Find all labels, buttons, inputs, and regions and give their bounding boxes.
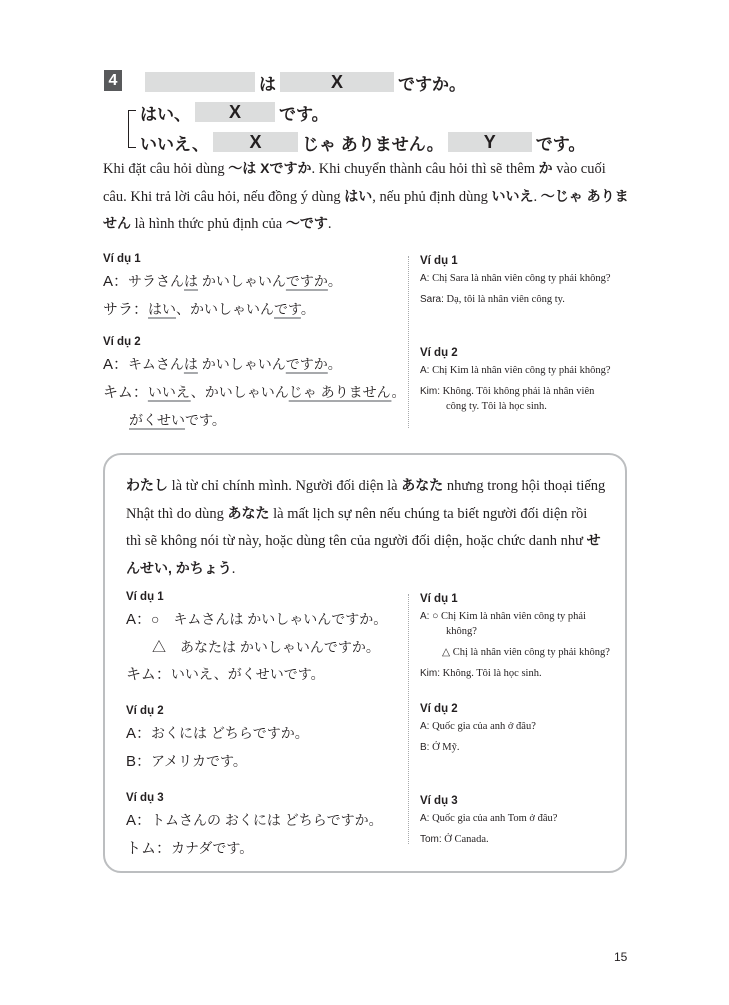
bold-term: ～じゃ ありません — [103, 187, 629, 231]
dialogue-text: カナダです。 — [171, 840, 254, 856]
speaker-label: B: — [420, 742, 430, 753]
dialogue-text: アメリカです。 — [151, 753, 247, 769]
bold-term: せんせい, かちょう — [126, 532, 601, 576]
translation-text: Quốc gia của anh Tom ở đâu? — [429, 813, 558, 824]
box-examples-vietnamese — [420, 593, 630, 857]
example-block — [126, 705, 406, 774]
translation-line — [420, 811, 630, 826]
dialogue-text: かいしゃいん — [198, 273, 286, 289]
speaker-label: Kim: — [420, 386, 440, 397]
example-block — [420, 795, 630, 847]
translation-text: Không. Tôi không phải là nhân viên — [440, 386, 595, 397]
dialogue-line — [126, 808, 406, 833]
dialogue-line — [103, 380, 406, 405]
translation-line — [420, 666, 630, 681]
speaker-label: Kim: — [420, 668, 440, 679]
example-title: Ví dụ 1 — [420, 255, 458, 267]
dialogue-text: は — [184, 273, 199, 289]
text-run: Khi đặt câu hỏi dùng — [103, 161, 229, 177]
speaker-label: A： — [126, 725, 152, 742]
translation-line — [420, 719, 630, 734]
example-title: Ví dụ 3 — [420, 795, 458, 807]
dialogue-line — [126, 662, 406, 687]
text-run: . — [231, 560, 236, 577]
blank-box-x: X — [195, 102, 275, 122]
pattern-yes-line — [140, 101, 329, 123]
text-run: , nếu phủ định dùng — [372, 188, 492, 205]
examples-vietnamese — [420, 255, 630, 424]
bold-term: わたし — [126, 477, 168, 493]
translation-line — [420, 271, 630, 286]
text-run: là hình thức phủ định của — [131, 216, 286, 232]
translation-line — [420, 384, 630, 414]
speaker-label: A: — [420, 365, 430, 376]
translation-text: Chị Kim là nhân viên công ty phải không? — [429, 365, 611, 376]
translation-text: Không. Tôi là học sinh. — [440, 668, 542, 679]
speaker-label: A: — [420, 611, 430, 622]
dialogue-line — [103, 408, 403, 432]
example-block — [420, 593, 630, 681]
translation-text: Dạ, tôi là nhân viên công ty. — [443, 294, 565, 305]
text-run: vào cuối câu. Khi trả lời câu hỏi, nếu đồng ý dùng — [103, 161, 606, 205]
dialogue-text: △ あなたは かいしゃいんですか。 — [152, 639, 380, 655]
pattern-desu: です。 — [279, 104, 329, 124]
pattern-desu: です。 — [535, 134, 586, 154]
dialogue-text: ですか — [285, 356, 328, 372]
blank-box-y: Y — [448, 132, 532, 152]
translation-line — [420, 609, 630, 639]
speaker-label: A: — [420, 721, 430, 732]
section-number-badge: 4 — [104, 70, 122, 91]
translation-text: △ Chị là nhân viên công ty phải không? — [442, 647, 610, 658]
note-paragraph — [126, 472, 606, 582]
speaker-label: トム： — [126, 840, 172, 857]
translation-line — [420, 740, 630, 755]
dialogue-text: 。 — [391, 384, 406, 400]
dialogue-text: はい — [148, 301, 177, 317]
explanation-paragraph — [103, 155, 633, 238]
dialogue-text: ○ キムさんは かいしゃいんですか。 — [151, 611, 388, 627]
column-divider — [408, 594, 409, 844]
translation-line — [420, 363, 630, 378]
bold-term: ～です — [285, 215, 328, 231]
speaker-label: Sara: — [420, 294, 444, 305]
dialogue-text: いいえ — [147, 384, 191, 400]
dialogue-text: かいしゃいん — [197, 356, 286, 372]
blank-box-topic — [145, 72, 255, 92]
dialogue-text: いいえ、がくせいです。 — [170, 666, 325, 682]
pattern-ja-arimasen: じゃ ありません。 — [302, 134, 444, 154]
example-block — [420, 255, 630, 307]
bold-term: いいえ — [491, 187, 534, 204]
translation-text: Quốc gia của anh ở đâu? — [429, 721, 536, 732]
dialogue-line — [126, 607, 406, 632]
speaker-label: A： — [103, 273, 129, 290]
bold-term: あなた — [401, 477, 444, 493]
text-run: . Khi chuyển thành câu hỏi thì sẽ thêm — [311, 161, 539, 177]
dialogue-text: トムさんの おくには どちらですか。 — [151, 812, 383, 828]
dialogue-text: キムさん — [128, 356, 184, 372]
dialogue-text: がくせい — [129, 412, 185, 428]
speaker-label: キム： — [103, 384, 148, 401]
pattern-iie: いいえ、 — [140, 134, 210, 154]
text-run: . — [533, 188, 541, 205]
dialogue-text: 。 — [327, 356, 342, 372]
dialogue-text: じゃ ありません — [288, 384, 392, 400]
example-block — [103, 253, 403, 322]
example-block — [126, 591, 406, 687]
box-examples-japanese — [126, 591, 406, 879]
dialogue-line — [126, 836, 406, 861]
example-title: Ví dụ 1 — [103, 253, 141, 265]
dialogue-text: 、かいしゃいん — [176, 301, 275, 317]
dialogue-text: サラさん — [128, 273, 185, 289]
dialogue-text: は — [183, 356, 198, 372]
translation-text: ○ Chị Kim là nhân viên công ty phải — [429, 611, 586, 622]
particle-wa: は — [259, 74, 276, 94]
example-block — [420, 347, 630, 414]
dialogue-line — [103, 352, 403, 377]
speaker-label: サラ： — [103, 301, 149, 318]
dialogue-text: おくには どちらですか。 — [151, 725, 309, 741]
speaker-label: A： — [126, 611, 152, 628]
dialogue-line — [103, 269, 403, 294]
dialogue-line — [126, 635, 406, 659]
translation-text: Chị Sara là nhân viên công ty phải không? — [429, 273, 611, 284]
dialogue-line — [126, 749, 406, 774]
example-title: Ví dụ 3 — [126, 792, 164, 804]
text-run: nhưng trong hội thoại tiếng Nhật thì do dùng — [126, 478, 606, 522]
translation-continuation: công ty. Tôi là học sinh. — [446, 401, 547, 412]
pattern-question-line — [141, 71, 466, 93]
pattern-hai: はい、 — [140, 104, 191, 124]
answer-bracket — [128, 110, 136, 148]
bold-term: はい — [344, 187, 373, 204]
example-title: Ví dụ 2 — [103, 336, 141, 348]
text-run: là mất lịch sự nên nếu chúng ta biết người đối diện rồi thì sẽ không nói từ này, hoặc dùng tên của người đối diện, hoặc chức danh như — [126, 505, 588, 549]
blank-box-x: X — [213, 132, 298, 152]
example-block — [103, 336, 406, 432]
example-title: Ví dụ 2 — [420, 703, 458, 715]
speaker-label: A： — [103, 356, 129, 373]
example-title: Ví dụ 2 — [126, 705, 164, 717]
translation-text: Ở Mỹ. — [429, 742, 460, 753]
dialogue-line — [103, 297, 403, 322]
dialogue-text: 。 — [327, 273, 342, 289]
translation-line — [420, 832, 630, 847]
text-run: là từ chỉ chính mình. Người đối diện là — [168, 478, 402, 494]
dialogue-text: です。 — [185, 412, 226, 428]
example-title: Ví dụ 1 — [420, 593, 458, 605]
dialogue-line — [126, 721, 406, 746]
speaker-label: B： — [126, 753, 152, 770]
page-number: 15 — [614, 950, 628, 964]
speaker-label: キム： — [126, 666, 171, 683]
translation-line — [420, 645, 630, 660]
dialogue-text: 、かいしゃいん — [190, 384, 289, 400]
dialogue-text: です — [274, 301, 301, 317]
text-run: . — [327, 216, 332, 232]
bold-term: ～は Xですか — [228, 160, 312, 176]
example-block — [420, 703, 630, 755]
translation-continuation: không? — [446, 626, 477, 637]
pattern-no-line — [140, 131, 585, 153]
examples-japanese — [103, 253, 406, 446]
translation-text: Ở Canada. — [441, 834, 489, 845]
speaker-label: A： — [126, 812, 152, 829]
example-block — [126, 792, 406, 861]
pattern-desuka: ですか。 — [398, 74, 466, 94]
example-title: Ví dụ 1 — [126, 591, 164, 603]
dialogue-text: ですか — [285, 273, 328, 289]
blank-box-x: X — [280, 72, 394, 92]
column-divider — [408, 256, 409, 428]
speaker-label: A: — [420, 273, 430, 284]
bold-term: か — [538, 160, 553, 176]
dialogue-text: 。 — [300, 301, 315, 317]
bold-term: あなた — [227, 504, 270, 521]
speaker-label: A: — [420, 813, 430, 824]
example-title: Ví dụ 2 — [420, 347, 458, 359]
speaker-label: Tom: — [420, 834, 442, 845]
translation-line — [420, 292, 630, 307]
